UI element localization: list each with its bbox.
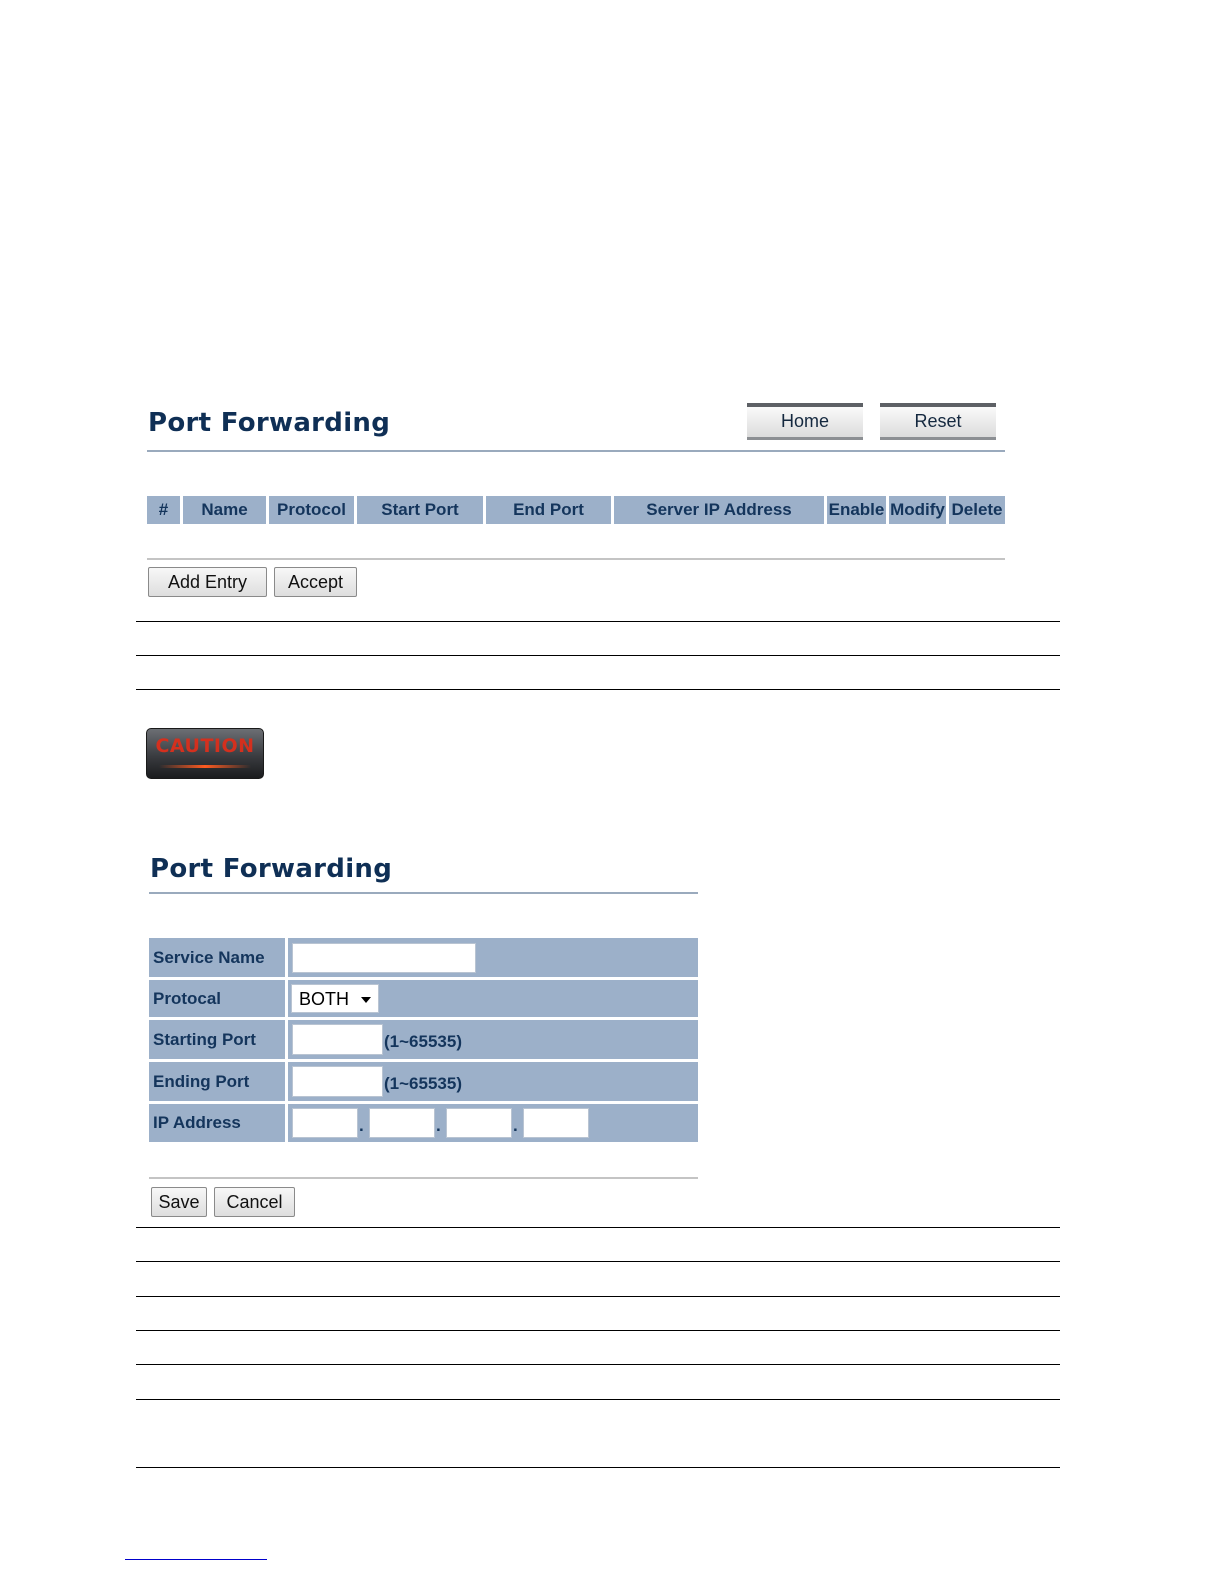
ip-octet-1-input[interactable] [292,1108,358,1138]
add-entry-button[interactable]: Add Entry [148,567,267,597]
column-header-enable: Enable [827,496,886,524]
column-header-start-port: Start Port [357,496,483,524]
service-name-label: Service Name [149,938,285,977]
table-bottom-divider [147,558,1005,560]
page-rule [136,1399,1060,1400]
ending-port-label: Ending Port [149,1062,285,1101]
starting-port-range-hint: (1~65535) [384,1032,462,1051]
ip-separator: . [436,1116,441,1135]
protocol-label: Protocal [149,980,285,1017]
save-button[interactable]: Save [151,1187,207,1217]
caution-glow [159,765,251,768]
page-title: Port Forwarding [148,408,391,438]
page-rule [136,1296,1060,1297]
form-title-divider [149,892,698,894]
column-header-number: # [147,496,180,524]
page-rule [136,1467,1060,1468]
ending-port-input[interactable] [292,1066,383,1097]
ip-address-label: IP Address [149,1104,285,1142]
ip-octet-4-input[interactable] [523,1108,589,1138]
column-header-delete: Delete [949,496,1005,524]
ip-octet-3-input[interactable] [446,1108,512,1138]
form-title: Port Forwarding [150,854,393,884]
column-header-server-ip: Server IP Address [614,496,824,524]
starting-port-label: Starting Port [149,1020,285,1059]
protocol-select[interactable] [291,984,379,1013]
accept-button[interactable]: Accept [274,567,357,597]
protocol-cell [288,980,698,1017]
ip-separator: . [359,1116,364,1135]
caution-label: CAUTION [155,735,255,757]
starting-port-input[interactable] [292,1024,383,1055]
service-name-input[interactable] [292,943,476,973]
cancel-button[interactable]: Cancel [214,1187,295,1217]
column-header-protocol: Protocol [269,496,354,524]
footnote-rule [125,1559,267,1560]
ending-port-cell [288,1062,698,1101]
page-rule [136,1261,1060,1262]
caution-badge [146,728,264,779]
service-name-cell [288,938,698,977]
column-header-end-port: End Port [486,496,611,524]
protocol-selected-value: BOTH [299,989,350,1009]
page-rule [136,1364,1060,1365]
form-bottom-divider [149,1177,698,1179]
ip-octet-2-input[interactable] [369,1108,435,1138]
title-divider [147,450,1005,452]
column-header-modify: Modify [889,496,946,524]
page-rule [136,621,1060,622]
ending-port-range-hint: (1~65535) [384,1074,462,1093]
page-rule [136,1330,1060,1331]
reset-button[interactable]: Reset [880,403,996,437]
ip-address-cell [288,1104,698,1142]
ip-separator: . [513,1116,518,1135]
page-rule [136,1227,1060,1228]
home-button[interactable]: Home [747,403,863,437]
page-rule [136,655,1060,656]
starting-port-cell [288,1020,698,1059]
column-header-name: Name [183,496,266,524]
page-rule [136,689,1060,690]
chevron-down-icon [361,997,371,1003]
